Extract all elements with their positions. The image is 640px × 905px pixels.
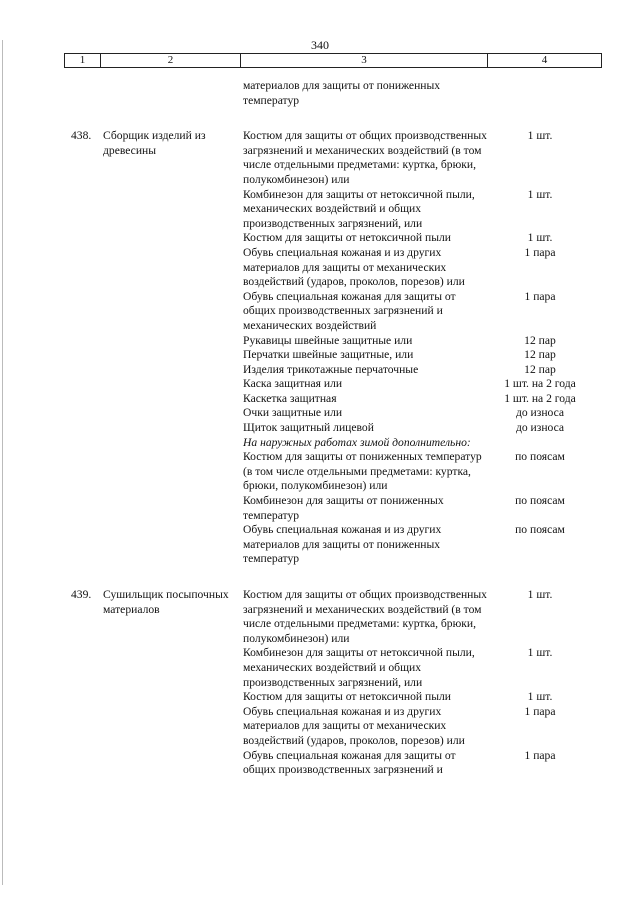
item-quantity: 12 пар bbox=[524, 362, 556, 376]
list-item bbox=[243, 377, 576, 392]
table-row bbox=[0, 588, 640, 778]
list-item bbox=[243, 494, 565, 523]
list-item bbox=[243, 406, 565, 421]
item-name: Каска защитная или bbox=[243, 377, 343, 391]
item-quantity: 1 шт. bbox=[527, 646, 553, 660]
table-header bbox=[64, 53, 602, 68]
item-quantity: до износа bbox=[515, 421, 565, 435]
list-item bbox=[243, 333, 556, 349]
list-item bbox=[243, 245, 556, 290]
item-name: Обувь специальная кожаная для защиты от общих производственных загрязнений и bbox=[243, 748, 456, 777]
table-body bbox=[0, 79, 640, 778]
item-name: Костюм для защиты от общих производственных загрязнений и механических воздействий (в том числе отдельными предметами: куртка, брюки, полукомбинезон) или bbox=[243, 129, 487, 186]
list-item bbox=[243, 646, 553, 690]
job-title: Сушильщик посыпочных материалов bbox=[103, 588, 229, 616]
header-col-4: 4 bbox=[541, 54, 548, 66]
item-quantity: 1 шт. на 2 года bbox=[504, 377, 576, 391]
item-name: Перчатки швейные защитные, или bbox=[243, 348, 414, 362]
list-item bbox=[243, 187, 553, 232]
item-name: Изделия трикотажные перчаточные bbox=[243, 362, 419, 376]
item-quantity: до износа bbox=[515, 406, 565, 420]
item-name: Костюм для защиты от нетоксичной пыли bbox=[243, 690, 452, 704]
item-quantity: 1 пара bbox=[524, 289, 556, 303]
table-row bbox=[0, 129, 640, 567]
list-item bbox=[243, 231, 553, 246]
page-number: 340 bbox=[311, 38, 329, 52]
ppe-items bbox=[243, 588, 556, 778]
list-item bbox=[243, 436, 493, 451]
list-item bbox=[243, 523, 565, 567]
header-col-2: 2 bbox=[101, 54, 241, 67]
item-quantity: по поясам bbox=[515, 494, 565, 508]
item-quantity: 1 шт. bbox=[527, 690, 553, 704]
item-quantity: 12 пар bbox=[524, 333, 556, 347]
list-item bbox=[243, 391, 576, 407]
list-item bbox=[243, 588, 553, 646]
job-title: Сборщик изделий из древесины bbox=[103, 129, 206, 157]
item-quantity: 1 шт. bbox=[527, 129, 553, 143]
item-name: Обувь специальная кожаная и из других материалов для защиты от механических воздействий (ударов, проколов, порезов) или bbox=[243, 245, 465, 289]
list-item bbox=[243, 129, 553, 187]
item-name: Очки защитные или bbox=[243, 406, 343, 420]
item-name: Костюм для защиты от нетоксичной пыли bbox=[243, 231, 452, 245]
item-name: На наружных работах зимой дополнительно: bbox=[243, 435, 471, 449]
continuation-text: материалов для защиты от пониженных температур bbox=[243, 79, 441, 107]
list-item bbox=[243, 704, 556, 749]
item-name: Комбинезон для защиты от нетоксичной пыли, механических воздействий и общих производственных загрязнений, или bbox=[243, 646, 475, 689]
item-name: Каскетка защитная bbox=[243, 391, 337, 405]
list-item bbox=[243, 748, 556, 778]
list-item bbox=[243, 289, 556, 334]
item-name: Комбинезон для защиты от пониженных температур bbox=[243, 494, 444, 522]
item-name: Костюм для защиты от пониженных температур (в том числе отдельными предметами: куртка, брюки, полукомбинезон) или bbox=[243, 450, 482, 493]
entry-number: 439. bbox=[71, 588, 92, 601]
item-name: Рукавицы швейные защитные или bbox=[243, 333, 413, 347]
item-quantity: по поясам bbox=[515, 523, 565, 537]
item-name: Обувь специальная кожаная для защиты от общих производственных загрязнений и механических воздействий bbox=[243, 289, 456, 332]
item-name: Щиток защитный лицевой bbox=[243, 421, 374, 435]
entries-list bbox=[0, 129, 640, 778]
list-item bbox=[243, 362, 556, 378]
item-quantity: 1 пара bbox=[524, 748, 556, 762]
list-item bbox=[243, 348, 556, 363]
list-item bbox=[243, 421, 565, 436]
item-quantity: 12 пар bbox=[524, 348, 556, 362]
item-quantity: 1 пара bbox=[524, 704, 556, 718]
item-name: Обувь специальная кожаная и из других материалов для защиты от пониженных температур bbox=[243, 523, 442, 566]
item-quantity: 1 шт. bbox=[527, 588, 553, 601]
item-name: Костюм для защиты от общих производственных загрязнений и механических воздействий (в том числе отдельными предметами: куртка, брюки, полукомбинезон) или bbox=[243, 588, 487, 645]
item-name: Обувь специальная кожаная и из других материалов для защиты от механических воздействий (ударов, проколов, порезов) или bbox=[243, 704, 465, 747]
item-quantity: 1 шт. на 2 года bbox=[504, 391, 576, 405]
item-quantity: 1 шт. bbox=[527, 231, 553, 245]
ppe-items bbox=[243, 129, 576, 567]
item-quantity: по поясам bbox=[515, 450, 565, 464]
header-col-3: 3 bbox=[241, 54, 488, 67]
list-item bbox=[243, 450, 565, 494]
item-quantity: 1 пара bbox=[524, 245, 556, 259]
header-col-1: 1 bbox=[65, 54, 101, 67]
list-item bbox=[243, 690, 553, 705]
item-name: Комбинезон для защиты от нетоксичной пыли, механических воздействий и общих производственных загрязнений, или bbox=[243, 187, 475, 230]
entry-number: 438. bbox=[71, 129, 92, 143]
item-quantity: 1 шт. bbox=[527, 187, 553, 201]
